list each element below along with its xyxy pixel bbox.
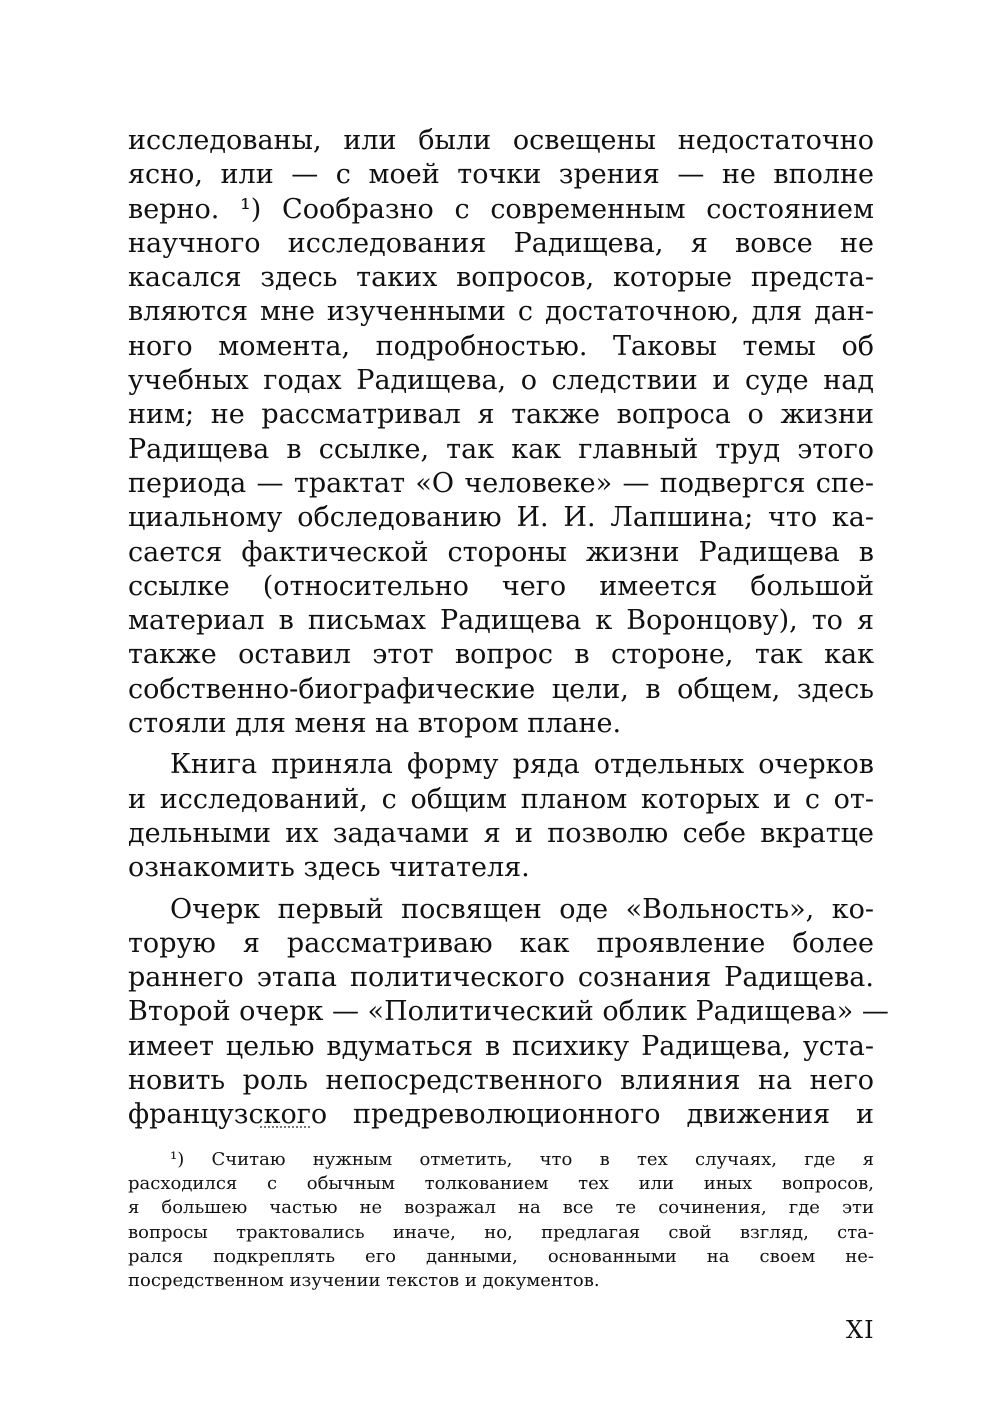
text-line: новить роль непосредственного влияния на него [128, 1065, 874, 1097]
text-line: торую я рассматриваю как проявление более [128, 927, 874, 959]
text-line: собственно-биографические цели, в общем, здесь [128, 673, 874, 705]
footnote [128, 1148, 874, 1293]
footnote-line: я большею частью не возражал на все те сочинения, где эти [128, 1197, 874, 1219]
text-line: дельными их задачами я и позволю себе вкратце [128, 817, 874, 849]
text-line: Очерк первый посвящен оде «Вольность», ко- [170, 893, 874, 925]
footnote-separator [260, 1126, 310, 1128]
text-line: циальному обследованию И. И. Лапшина; что ка- [128, 502, 874, 534]
footnote-line: ¹) Считаю нужным отметить, что в тех случаях, где я [170, 1149, 874, 1170]
paragraph [128, 748, 874, 885]
text-line: Радищева в ссылке, так как главный труд этого [128, 433, 874, 465]
text-line: ним; не рассматривал я также вопроса о жизни [128, 399, 874, 431]
text-line: вляются мне изученными с достаточною, для дан- [128, 296, 874, 328]
text-line: имеет целью вдуматься в психику Радищева, уста- [128, 1030, 874, 1062]
main-text [128, 124, 889, 1133]
text-line: Второй очерк — «Политический облик Радищева» — [128, 996, 889, 1028]
footnote-line: расходился с обычным толкованием тех или иных вопросов, [128, 1173, 874, 1195]
text-line: французского предреволюционного движения и [128, 1099, 874, 1131]
text-line: Книга приняла форму ряда отдельных очерков [170, 749, 874, 781]
text-line: верно. ¹) Сообразно с современным состоянием [128, 193, 874, 225]
text-line: исследованы, или были освещены недостаточно [128, 125, 874, 156]
footnote-line: посредственном изучении текстов и документов. [128, 1269, 600, 1291]
text-line: сается фактической стороны жизни Радищева в [128, 536, 874, 568]
text-line: касался здесь таких вопросов, которые предста- [128, 262, 874, 294]
text-line: раннего этапа политического сознания Радищева. [128, 962, 874, 994]
text-line: ного момента, подробностью. Таковы темы об [128, 330, 874, 362]
text-line: ясно, или — с моей точки зрения — не вполне [128, 159, 874, 191]
page-number: XI [846, 1316, 875, 1344]
text-line: также оставил этот вопрос в стороне, так как [128, 639, 874, 671]
text-line: материал в письмах Радищева к Воронцову), то я [128, 605, 874, 637]
text-line: ссылке (относительно чего имеется большой [128, 570, 874, 602]
paragraph [128, 893, 889, 1133]
text-line: учебных годах Радищева, о следствии и суде над [128, 365, 874, 397]
text-line: ознакомить здесь читателя. [128, 852, 530, 884]
text-line: и исследований, с общим планом которых и с от- [128, 783, 874, 815]
text-line: стояли для меня на втором плане. [128, 708, 622, 740]
footnote-line: вопросы трактовались иначе, но, предлагая свой взгляд, ста- [128, 1221, 874, 1243]
footnote-line: рался подкреплять его данными, основанными на своем не- [128, 1245, 874, 1267]
text-line: периода — трактат «О человеке» — подвергся спе- [128, 467, 874, 499]
text-line: научного исследования Радищева, я вовсе не [128, 227, 874, 259]
paragraph [128, 124, 874, 741]
